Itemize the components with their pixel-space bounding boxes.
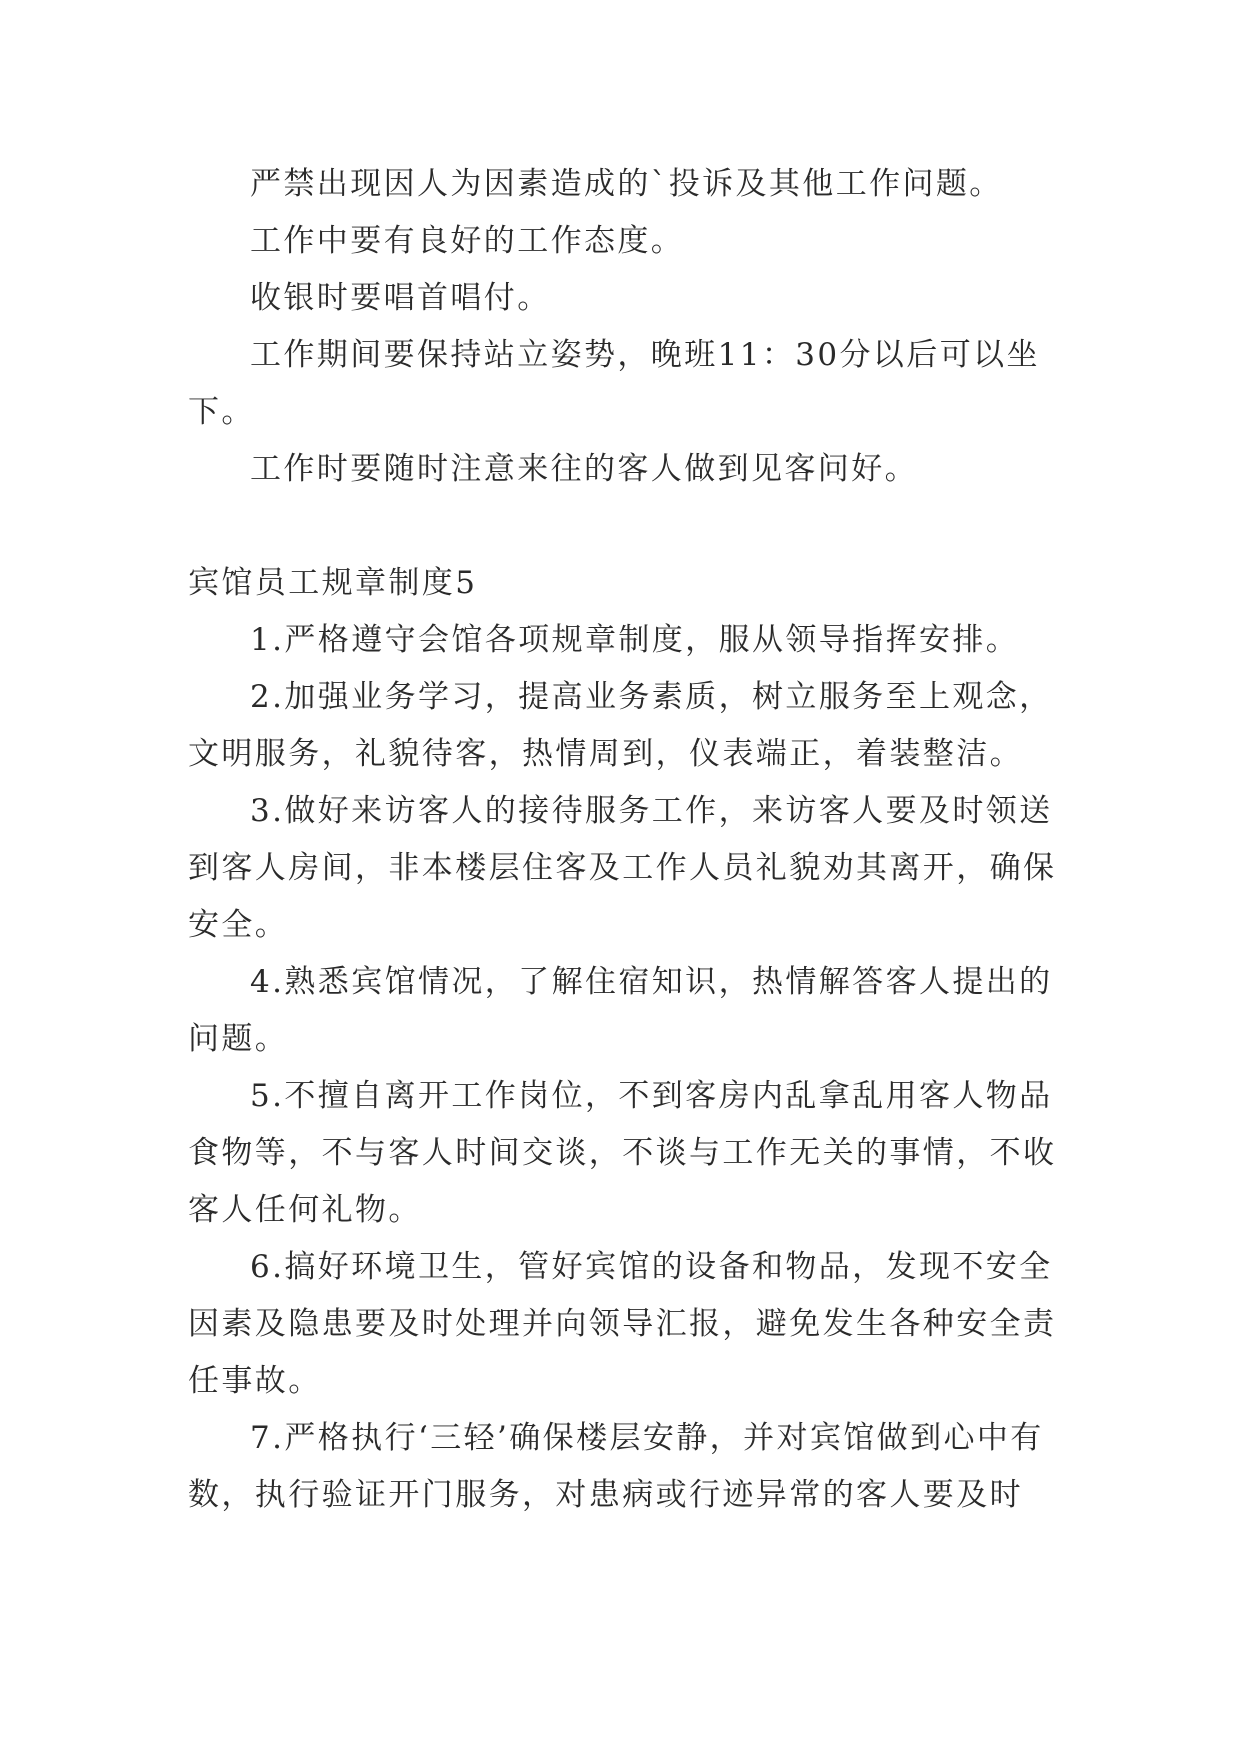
paragraph-greet-guests: 工作时要随时注意来往的客人做到见客问好。 [250,451,918,487]
rule-item-5: 5.不擅自离开工作岗位，不到客房内乱拿乱用客人物品食物等，不与客人时间交谈，不谈与工作无关的事情，不收客人任何礼物。 [188,1078,1057,1228]
rule-item-7: 7.严格执行‘三轻’确保楼层安静，并对宾馆做到心中有数，执行验证开门服务，对患病或行迹异常的客人要及时 [188,1420,1044,1513]
section-title: 宾馆员工规章制度5 [188,565,478,601]
rule-item-3: 3.做好来访客人的接待服务工作，来访客人要及时领送到客人房间，非本楼层住客及工作人员礼貌劝其离开，确保安全。 [188,793,1057,943]
paragraph-no-manmade-complaints: 严禁出现因人为因素造成的`投诉及其他工作问题。 [250,166,1003,202]
document-body [188,156,1068,1524]
paragraph-standing-posture: 工作期间要保持站立姿势，晚班11：30分以后可以坐下。 [188,337,1040,430]
rule-item-4: 4.熟悉宾馆情况，了解住宿知识，热情解答客人提出的问题。 [188,964,1053,1057]
rule-item-2: 2.加强业务学习，提高业务素质，树立服务至上观念，文明服务，礼貌待客，热情周到，仪表端正，着装整洁。 [188,679,1053,772]
rule-item-6: 6.搞好环境卫生，管好宾馆的设备和物品，发现不安全因素及隐患要及时处理并向领导汇报，避免发生各种安全责任事故。 [188,1249,1057,1399]
section-spacer [188,498,1068,555]
rule-item-1: 1.严格遵守会馆各项规章制度，服从领导指挥安排。 [250,622,1020,658]
paragraph-cashier-callout: 收银时要唱首唱付。 [250,280,551,316]
paragraph-good-attitude: 工作中要有良好的工作态度。 [250,223,685,259]
